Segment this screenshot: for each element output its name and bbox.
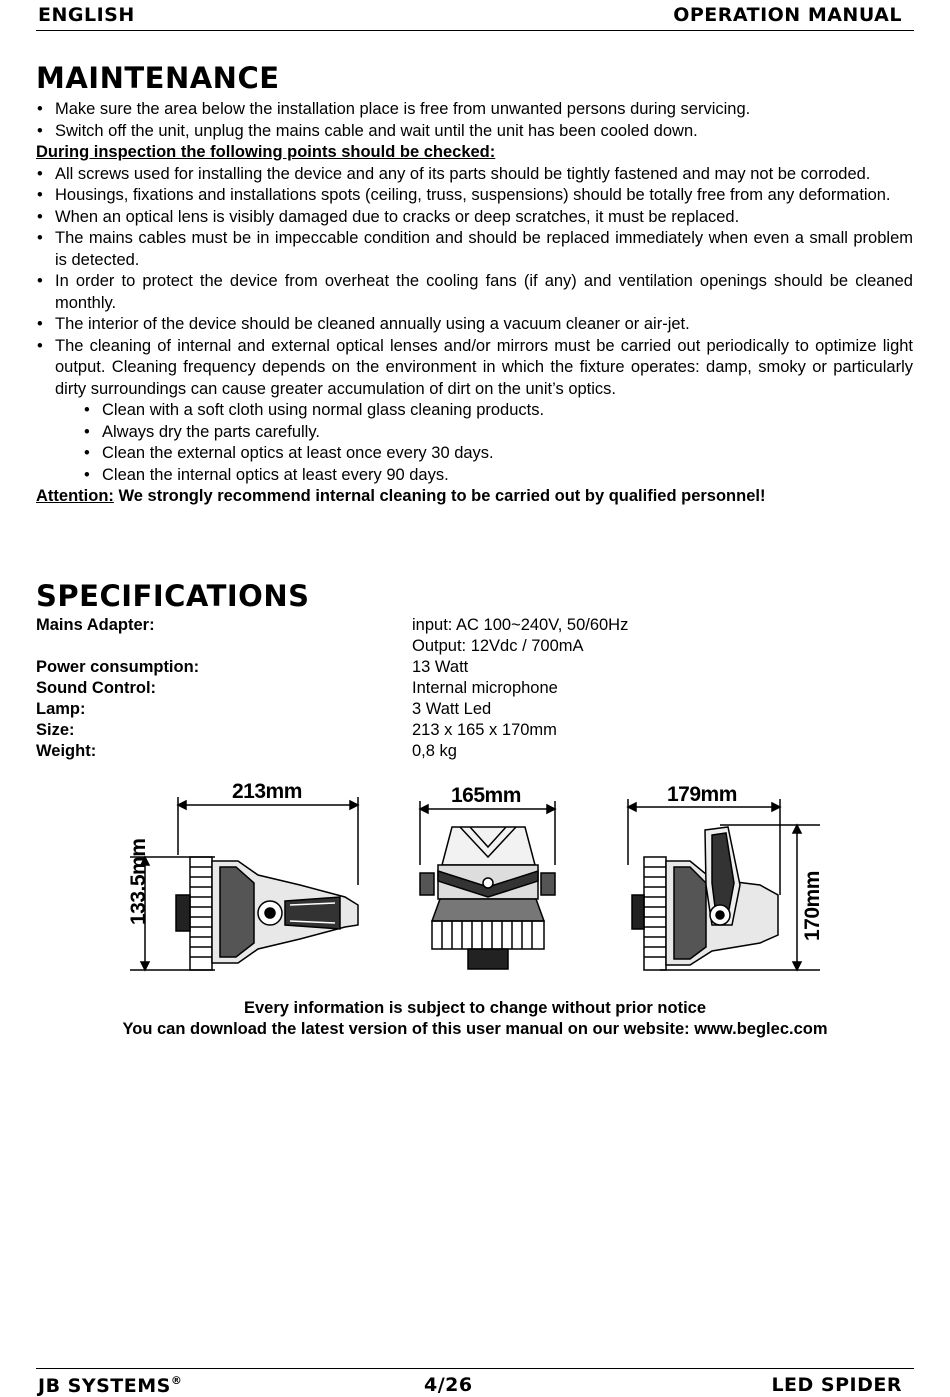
spec-label: Lamp: [36,700,86,718]
footer-brand-name: JB SYSTEMS [38,1375,171,1397]
specifications-title: SPECIFICATIONS [36,579,310,613]
list-item: • Switch off the unit, unplug the mains cable and wait until the unit has been cooled down. [36,121,913,143]
intro-list [36,99,913,142]
spec-value: input: AC 100~240V, 50/60Hz [412,616,629,634]
page-header [36,2,914,31]
list-item: • Housings, fixations and installations spots (ceiling, truss, suspensions) should be totally free from any deformation. [36,185,913,207]
spec-value: 0,8 kg [412,742,457,760]
spec-value: 3 Watt Led [412,700,492,718]
side-view-drawing [130,797,358,970]
maintenance-section [36,99,913,508]
spec-row [36,615,913,636]
spec-value: 13 Watt [412,658,469,676]
rear-height-label: 170mm [801,871,824,941]
spec-value: Internal microphone [412,679,558,697]
registered-mark: ® [170,1374,183,1387]
list-item: • Clean with a soft cloth using normal glass cleaning products. [83,400,913,422]
list-item: • The interior of the device should be cleaned annually using a vacuum cleaner or air-jet. [36,314,913,336]
spec-row [36,720,913,741]
spec-label: Mains Adapter: [36,616,155,634]
attention-label: Attention: [36,487,114,505]
inspection-heading: During inspection the following points should be checked: [36,143,496,161]
attention-note [36,486,913,508]
rear-width-label: 179mm [667,783,737,806]
list-item: • In order to protect the device from overheat the cooling fans (if any) and ventilation openings should be cleaned monthly. [36,271,913,314]
spec-row [36,699,913,720]
footer-product: LED SPIDER [771,1374,902,1396]
spec-label: Sound Control: [36,679,157,697]
spec-label: Weight: [36,742,97,760]
spec-value: Output: 12Vdc / 700mA [412,637,584,655]
list-item: • Clean the external optics at least once every 30 days. [83,443,913,465]
spec-row [36,741,913,762]
front-view-drawing [420,801,555,969]
specifications-table [36,615,913,762]
notice-line-1: Every information is subject to change without prior notice [243,999,707,1017]
spec-row [36,636,913,657]
list-item: • When an optical lens is visibly damaged due to cracks or deep scratches, it must be replaced. [36,207,913,229]
cleaning-list [36,400,913,486]
list-item: • Clean the internal optics at least every 90 days. [83,465,913,487]
attention-text: We strongly recommend internal cleaning to be carried out by qualified personnel! [113,487,766,505]
header-language: ENGLISH [38,4,135,26]
list-item: • Make sure the area below the installation place is free from unwanted persons during servicing. [36,99,913,121]
spec-value: 213 x 165 x 170mm [412,721,557,739]
spec-row [36,657,913,678]
notice-line-2: You can download the latest version of this user manual on our website: www.beglec.com [122,1020,828,1038]
front-width-label: 165mm [451,784,521,807]
side-height-label: 133.5mm [127,838,150,925]
footer-page-number: 4/26 [424,1374,473,1396]
spec-label [36,636,412,657]
header-doc-type: OPERATION MANUAL [673,4,902,26]
list-item: • The cleaning of internal and external optical lenses and/or mirrors must be carried out periodically to optimize light output. Cleaning frequency depends on the environment in which the fixture operates: damp, smoky or particularly dirty surroundings can cause greater accumulation of dirt on the unit’s optics. [36,336,913,401]
rear-view-drawing [628,799,820,970]
list-item: • All screws used for installing the device and any of its parts should be tightly fastened and may not be corroded. [36,164,913,186]
notice [0,998,950,1040]
spec-label: Size: [36,721,75,739]
spec-label: Power consumption: [36,658,200,676]
check-list [36,164,913,401]
footer-brand [38,1374,182,1397]
maintenance-title: MAINTENANCE [36,61,280,95]
page-footer [36,1368,914,1397]
spec-row [36,678,913,699]
list-item: • The mains cables must be in impeccable condition and should be replaced immediately when even a small problem is detected. [36,228,913,271]
list-item: • Always dry the parts carefully. [83,422,913,444]
side-width-label: 213mm [232,780,302,803]
